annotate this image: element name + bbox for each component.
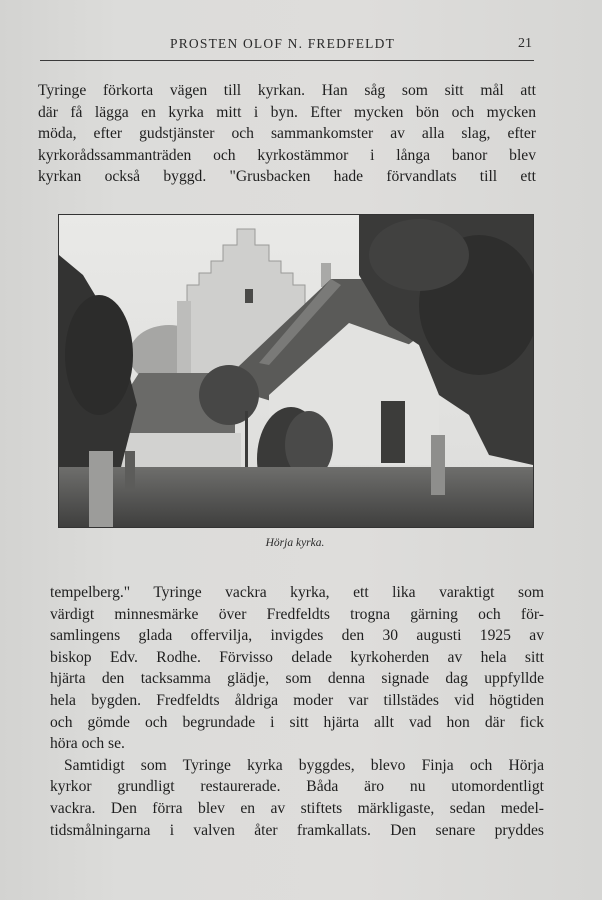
page-number: 21 <box>518 36 532 51</box>
bottom-text-block <box>50 582 544 841</box>
text-line: vackra. Den förra blev en av stiftets märkligaste, sedan medel- <box>50 799 544 817</box>
text-line: hjärta den tacksamma glädje, som denna signade dag uppfyllde <box>50 670 544 688</box>
paragraph-1 <box>50 582 544 755</box>
top-text-block <box>38 80 536 188</box>
text-line: samlingens glada offervilja, invigdes den 30 augusti 1925 av <box>50 627 544 645</box>
text-line: kyrkor grundligt restaurerade. Båda äro nu utomordentligt <box>50 778 544 796</box>
church-photo <box>58 214 534 528</box>
text-line: värdigt minnesmärke över Fredfeldts trogna gärning och för- <box>50 605 544 623</box>
photo-caption: Hörja kyrka. <box>265 537 325 549</box>
text-line: kyrkan också byggd. "Grusbacken hade förvandlats till ett <box>38 168 536 186</box>
text-line: och gömde och begrundade i sitt hjärta allt vad hon där fick <box>50 713 544 731</box>
text-line: tidsmålningarna i valven åter framkallats. Den senare pryddes <box>50 821 544 839</box>
text-line: biskop Edv. Rodhe. Förvisso delade kyrkoherden av hela sitt <box>50 648 544 666</box>
text-line: höra och se. <box>50 735 125 753</box>
running-head <box>40 36 534 61</box>
text-line: Samtidigt som Tyringe kyrka byggdes, blevo Finja och Hörja <box>64 756 544 774</box>
text-line: hela bygden. Fredfeldts åldriga moder var tillstädes vid högtiden <box>50 691 544 709</box>
running-title: PROSTEN OLOF N. FREDFELDT <box>170 36 396 51</box>
church-photo-illustration <box>59 215 533 527</box>
text-line: möda, efter gudstjänster och sammankomster av alla slag, efter <box>38 125 536 143</box>
paragraph-2 <box>50 755 544 841</box>
text-line: Tyringe förkorta vägen till kyrkan. Han såg som sitt mål att <box>38 82 536 99</box>
text-line: tempelberg." Tyringe vackra kyrka, ett lika varaktigt som <box>50 584 544 601</box>
text-line: kyrkorådssammanträden och kyrkostämmor i långa banor blev <box>38 146 536 164</box>
text-line: där få lägga en kyrka mitt i byn. Efter mycken bön och mycken <box>38 103 536 121</box>
